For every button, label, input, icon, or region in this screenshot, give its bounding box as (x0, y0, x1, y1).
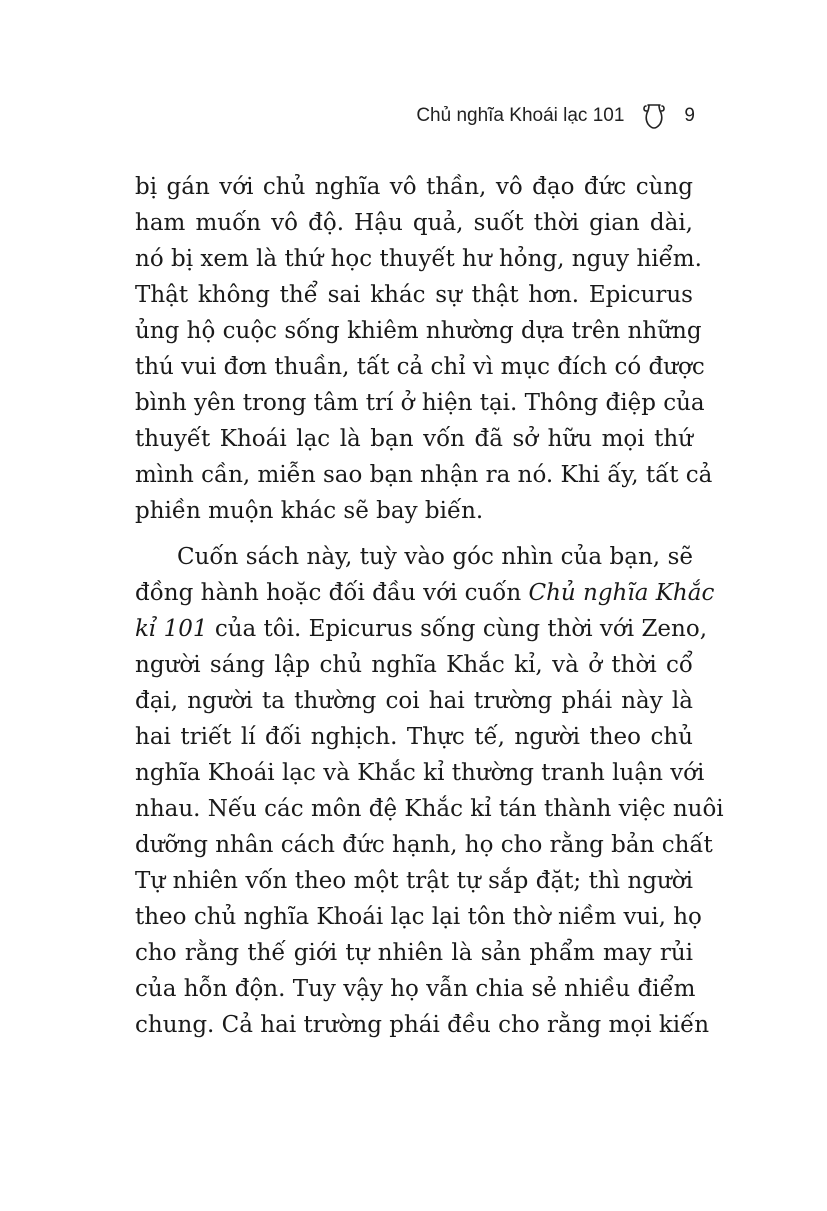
paragraph-1 (135, 169, 713, 529)
text-line: ham muốn vô độ. Hậu quả, suốt thời gian dài, (135, 210, 693, 236)
text-line: bình yên trong tâm trí ở hiện tại. Thông điệp của (135, 390, 705, 416)
text-line: đại, người ta thường coi hai trường phái này là (135, 688, 693, 714)
text-line: bị gán với chủ nghĩa vô thần, vô đạo đức cùng (135, 174, 693, 200)
text-line: người sáng lập chủ nghĩa Khắc kỉ, và ở thời cổ (135, 652, 693, 678)
text-line: nghĩa Khoái lạc và Khắc kỉ thường tranh luận với (135, 760, 705, 786)
text-line: mình cần, miễn sao bạn nhận ra nó. Khi ấy, tất cả (135, 462, 713, 488)
text-fragment: của tôi. Epicurus sống cùng thời với Zeno, (207, 616, 708, 642)
text-line: theo chủ nghĩa Khoái lạc lại tôn thờ niềm vui, họ (135, 904, 702, 930)
text-line: nó bị xem là thứ học thuyết hư hỏng, nguy hiểm. (135, 246, 702, 272)
text-fragment: đồng hành hoặc đối đầu với cuốn (135, 580, 529, 606)
text-line: Thật không thể sai khác sự thật hơn. Epicurus (135, 282, 693, 308)
text-line: nhau. Nếu các môn đệ Khắc kỉ tán thành việc nuôi (135, 796, 724, 822)
text-line-with-title (135, 611, 708, 647)
text-line: Tự nhiên vốn theo một trật tự sắp đặt; thì người (135, 868, 693, 894)
book-title: Chủ nghĩa Khắc (528, 580, 715, 606)
text-line: cho rằng thế giới tự nhiên là sản phẩm may rủi (135, 940, 693, 966)
paragraph-gap (135, 529, 693, 539)
text-line: dưỡng nhân cách đức hạnh, họ cho rằng bản chất (135, 832, 713, 858)
text-line: ủng hộ cuộc sống khiêm nhường dựa trên những (135, 318, 702, 344)
running-header (416, 100, 695, 132)
text-line: của hỗn độn. Tuy vậy họ vẫn chia sẻ nhiều điểm (135, 976, 696, 1002)
text-line: thú vui đơn thuần, tất cả chỉ vì mục đích có được (135, 354, 705, 380)
running-title: Chủ nghĩa Khoái lạc 101 (416, 105, 625, 126)
page-body (135, 169, 724, 1043)
vase-icon (638, 100, 670, 132)
text-line: phiền muộn khác sẽ bay biến. (135, 498, 484, 524)
text-line: thuyết Khoái lạc là bạn vốn đã sở hữu mọi thứ (135, 426, 693, 452)
text-line: Cuốn sách này, tuỳ vào góc nhìn của bạn, sẽ (177, 544, 693, 570)
page-number: 9 (684, 105, 695, 126)
text-line: chung. Cả hai trường phái đều cho rằng mọi kiến (135, 1012, 710, 1038)
book-title: kỉ 101 (135, 616, 208, 642)
text-line-with-title (135, 575, 715, 611)
paragraph-2 (135, 539, 724, 1043)
text-line: hai triết lí đối nghịch. Thực tế, người theo chủ (135, 724, 693, 750)
